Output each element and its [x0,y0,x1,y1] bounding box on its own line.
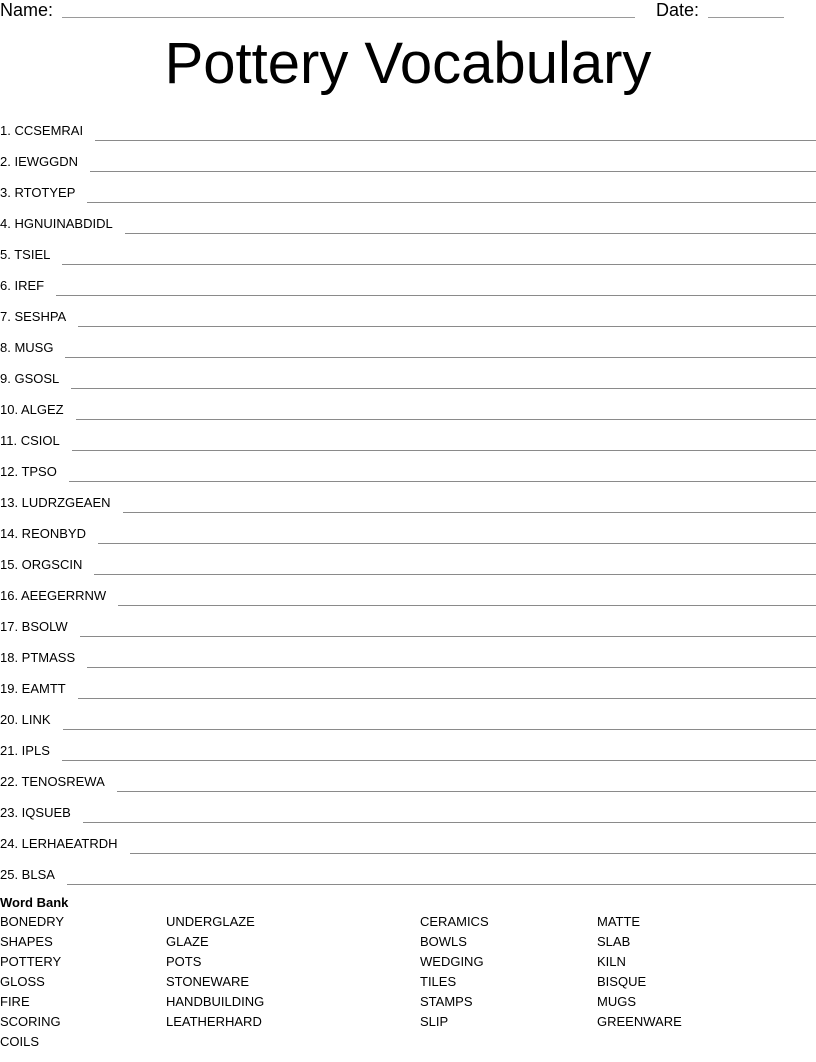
question-row [0,576,816,607]
answer-line [130,839,816,854]
answer-line [95,126,816,141]
answer-line [125,219,816,234]
answer-line [118,591,816,606]
question-row [0,452,816,483]
scrambled-word: 7. SESHPA [0,309,67,324]
question-row [0,545,816,576]
word-bank-word: HANDBUILDING [166,994,265,1009]
word-bank-word: STONEWARE [166,974,250,989]
word-bank-word: LEATHERHARD [166,1014,262,1029]
question-row [0,297,816,328]
page-title: Pottery Vocabulary [164,31,652,96]
word-bank-word: BONEDRY [0,914,65,929]
name-field-line [62,17,635,18]
word-bank-word: BOWLS [420,934,467,949]
scrambled-word: 14. REONBYD [0,526,86,541]
answer-line [90,157,816,172]
scrambled-word: 12. TPSO [0,464,57,479]
word-bank-word: TILES [420,974,457,989]
answer-line [80,622,816,637]
answer-line [62,746,816,761]
question-row [0,204,816,235]
word-bank-word: GLOSS [0,974,45,989]
scrambled-word: 4. HGNUINABDIDL [0,216,113,231]
answer-line [72,436,816,451]
question-row [0,762,816,793]
date-field-line [708,17,784,18]
word-bank-word: SCORING [0,1014,61,1029]
word-bank-column [0,912,64,1052]
scrambled-word: 3. RTOTYEP [0,185,76,200]
answer-line [69,467,816,482]
scrambled-word: 1. CCSEMRAI [0,123,84,138]
question-row [0,390,816,421]
scrambled-word: 11. CSIOL [0,433,60,448]
question-row [0,173,816,204]
word-bank [0,894,816,1062]
word-bank-grid [0,912,816,1062]
question-row [0,855,816,886]
question-row [0,266,816,297]
scrambled-word: 8. MUSG [0,340,54,355]
worksheet-header [0,0,816,22]
scrambled-word: 18. PTMASS [0,650,76,665]
scrambled-word: 17. BSOLW [0,619,68,634]
word-bank-word: SHAPES [0,934,53,949]
scrambled-word: 22. TENOSREWA [0,774,105,789]
question-row [0,731,816,762]
scrambled-word: 21. IPLS [0,743,50,758]
question-row [0,824,816,855]
question-row [0,607,816,638]
scrambled-word: 2. IEWGGDN [0,154,79,169]
scrambled-word: 9. GSOSL [0,371,60,386]
name-label: Name: [0,0,54,20]
answer-line [78,312,816,327]
scrambled-word: 25. BLSA [0,867,55,882]
scramble-question-list [0,111,816,886]
word-bank-column [166,912,264,1032]
question-row [0,111,816,142]
word-bank-word: COILS [0,1034,40,1049]
answer-line [76,405,816,420]
scrambled-word: 13. LUDRZGEAEN [0,495,111,510]
scrambled-word: 24. LERHAEATRDH [0,836,118,851]
word-bank-title: Word Bank [0,895,69,910]
question-row [0,235,816,266]
scrambled-word: 20. LINK [0,712,51,727]
scrambled-word: 15. ORGSCIN [0,557,83,572]
question-row [0,142,816,173]
scrambled-word: 23. IQSUEB [0,805,71,820]
answer-line [62,250,816,265]
word-bank-word: POTS [166,954,202,969]
question-row [0,328,816,359]
answer-line [78,684,816,699]
question-row [0,700,816,731]
word-bank-word: GLAZE [166,934,209,949]
answer-line [117,777,816,792]
scrambled-word: 16. AEEGERRNW [0,588,107,603]
question-row [0,669,816,700]
word-bank-word: GREENWARE [597,1014,682,1029]
scrambled-word: 5. TSIEL [0,247,51,262]
answer-line [65,343,816,358]
word-bank-column [597,912,682,1032]
answer-line [67,870,816,885]
word-bank-word: POTTERY [0,954,62,969]
question-row [0,793,816,824]
question-row [0,638,816,669]
answer-line [71,374,816,389]
answer-line [56,281,816,296]
answer-line [123,498,816,513]
question-row [0,421,816,452]
word-bank-word: STAMPS [420,994,473,1009]
word-bank-word: SLAB [597,934,631,949]
word-bank-word: MUGS [597,994,636,1009]
answer-line [87,653,816,668]
word-bank-column [420,912,489,1032]
word-bank-word: BISQUE [597,974,647,989]
scrambled-word: 10. ALGEZ [0,402,64,417]
answer-line [87,188,816,203]
answer-line [63,715,816,730]
word-bank-word: CERAMICS [420,914,489,929]
answer-line [98,529,816,544]
answer-line [83,808,816,823]
answer-line [94,560,816,575]
word-bank-word: FIRE [0,994,30,1009]
word-bank-word: MATTE [597,914,641,929]
question-row [0,359,816,390]
scrambled-word: 19. EAMTT [0,681,66,696]
date-label: Date: [656,0,700,20]
question-row [0,483,816,514]
word-bank-word: KILN [597,954,626,969]
question-row [0,514,816,545]
word-bank-word: UNDERGLAZE [166,914,255,929]
word-bank-word: WEDGING [420,954,484,969]
word-bank-word: SLIP [420,1014,449,1029]
scrambled-word: 6. IREF [0,278,45,293]
